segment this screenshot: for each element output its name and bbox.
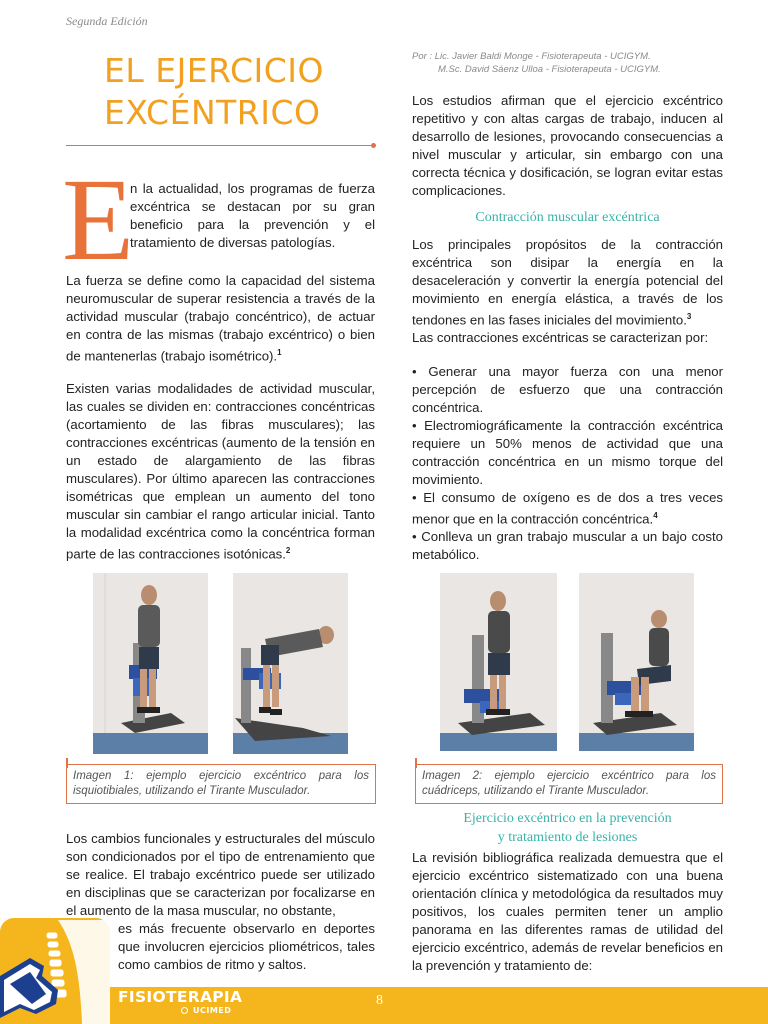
caption-image-1: Imagen 1: ejemplo ejercicio excéntrico para los isquiotibiales, utilizando el Tirante Musculador. <box>66 764 376 804</box>
paragraph-cambios: Los cambios funcionales y estructurales del músculo son condicionados por el tipo de entrenamiento que se realice. El trabajo excéntrico puede ser utilizado en disciplinas que se caracterizan por focalizarse en el aumento de la masa muscular, no obstante, <box>66 831 375 918</box>
list-item: • El consumo de oxígeno es de dos a tres veces menor que en la contracción concéntrica.$^4$ <box>412 490 723 527</box>
paragraph-estudios: Los estudios afirman que el ejercicio excéntrico repetitivo y con altas cargas de trabajo, inducen al desarrollo de lesiones, provocando consecuencias a nivel muscular y articular, sin embargo con una correcta técnica y dosificación, se logran evitar estas complicaciones. <box>412 93 723 198</box>
paragraph-caracterizan: Las contracciones excéntricas se caracterizan por: <box>412 330 709 346</box>
brand-circle-icon <box>181 1007 188 1014</box>
photo-hamstring-lean <box>233 573 348 754</box>
title-divider <box>66 145 375 146</box>
drop-cap: E <box>62 154 135 285</box>
subtitle-prevencion-line-2: y tratamiento de lesiones <box>497 830 638 845</box>
caption-tick-left-2 <box>415 758 417 768</box>
list-item: • Conlleva un gran trabajo muscular a un bajo costo metabólico. <box>412 529 723 563</box>
subtitle-contraccion: Contracción muscular excéntrica <box>475 210 660 225</box>
paragraph-modalidades <box>66 380 375 563</box>
footer-brand-sub: UCIMED <box>193 1006 232 1015</box>
title-divider-dot <box>371 143 376 148</box>
reference-3: 3 <box>686 312 692 321</box>
reference-2: 2 <box>285 546 291 555</box>
caption-image-2: Imagen 2: ejemplo ejercicio excéntrico para los cuádriceps, utilizando el Tirante Musculador. <box>415 764 723 804</box>
intro-paragraph: n la actualidad, los programas de fuerza excéntrica se destacan por su gran beneficio para la prevención y el tratamiento de diversas patologías. <box>130 181 375 250</box>
authors-byline <box>412 50 661 76</box>
author-1: Por : Lic. Javier Baldi Monge - Fisioterapeuta - UCIGYM. <box>412 51 651 62</box>
photo-hamstring-start <box>93 573 208 754</box>
paragraph-modalidades-text: Existen varias modalidades de actividad muscular, las cuales se dividen en: contracciones concéntricas (acortamiento de las fibras musculares); las contracciones excéntricas (aumento de la tensión en un estado de alargamiento de las fibras musculares). Por último aparecen las contracciones isométricas que emplean un aumento del tono muscular sin cambiar el rango articular inicial. Tanto la modalidad excéntrica como la concéntrica forman parte de las contracciones isotónicas. <box>66 381 375 562</box>
edition-label: Segunda Edición <box>66 14 148 28</box>
paragraph-propositos <box>412 236 723 347</box>
footer-bar <box>0 987 768 1024</box>
title-line-1: EL EJERCICIO <box>104 51 324 90</box>
page-number: 8 <box>376 993 383 1008</box>
author-2: M.Sc. David Sáenz Ulloa - Fisioterapeuta - UCIGYM. <box>438 64 661 75</box>
paragraph-fuerza-text: La fuerza se define como la capacidad del sistema neuromuscular de superar resistencia a través de la actividad muscular (trabajo concéntrico), de actuar en contra de las mismas (trabajo excéntrico) o bien de mantenerlas (trabajo isométrico). <box>66 273 375 364</box>
paragraph-revision: La revisión bibliográfica realizada demuestra que el ejercicio excéntrico sistematizado con una buena orientación clínica y metodológica da resultados muy positivos, los cuales permiten tener un amplio panorama en las diferentes ramas de utilidad del ejercicio excéntrico, además de revelar beneficios en la prevención y tratamiento de: <box>412 850 723 973</box>
bullet-list <box>412 363 723 564</box>
photo-quadriceps-start <box>440 573 557 751</box>
footer-brand: FISIOTERAPIA <box>118 988 243 1006</box>
subtitle-prevencion <box>412 809 723 847</box>
title-line-2: EXCÉNTRICO <box>104 93 321 132</box>
photo-quadriceps-squat <box>579 573 694 751</box>
subtitle-prevencion-line-1: Ejercicio excéntrico en la prevención <box>463 811 672 826</box>
physio-hand-spine-icon <box>0 918 110 1024</box>
caption-tick-left <box>66 758 68 768</box>
list-item: • Generar una mayor fuerza con una menor percepción de esfuerzo que una contracción concéntrica. <box>412 364 723 415</box>
article-title <box>104 50 374 134</box>
paragraph-cambios-cont: es más frecuente observarlo en deportes que involucren ejercicios pliométricos, tales como cambios de ritmo y saltos. <box>118 921 375 972</box>
paragraph-fuerza <box>66 272 375 365</box>
reference-4: 4 <box>653 511 658 520</box>
list-item: • Electromiográficamente la contracción excéntrica requiere un 50% menos de actividad que una contracción concéntrica en un mismo torque del movimiento. <box>412 418 723 487</box>
paragraph-propositos-text: Los principales propósitos de la contracción excéntrica son disipar la energía en la desaceleración y convertir la energía potencial del movimiento en energía elástica, a través de los tendones en las fases iniciales del movimiento. <box>412 237 723 328</box>
reference-1: 1 <box>277 348 282 357</box>
